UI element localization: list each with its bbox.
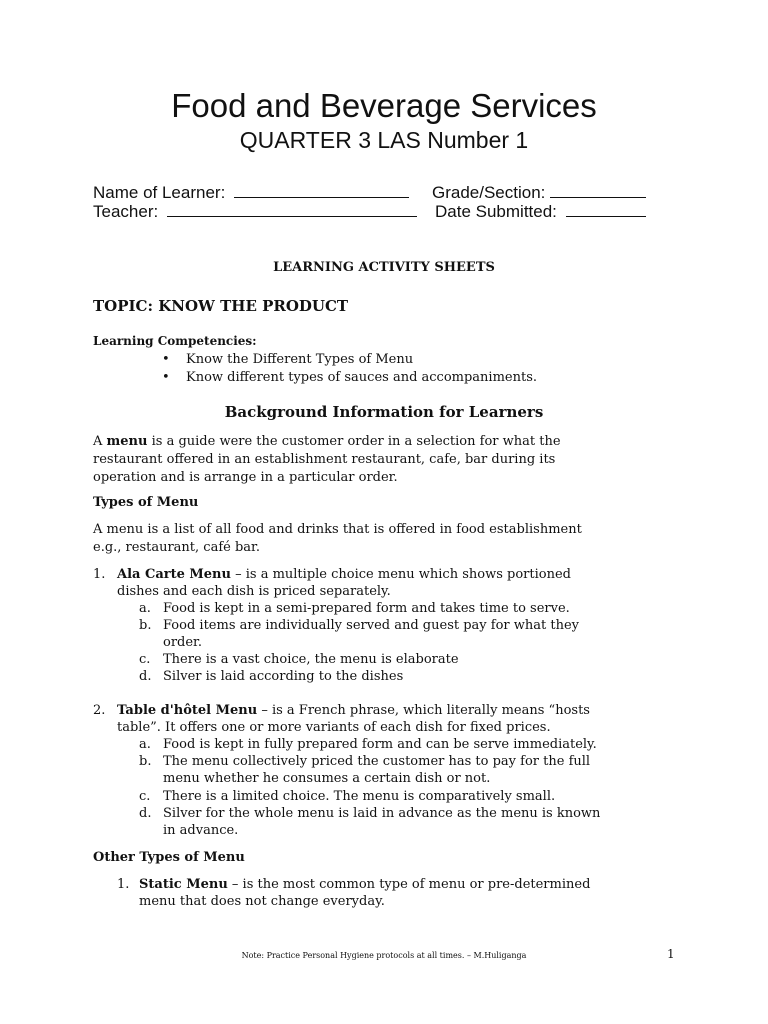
bullet-icon: •	[162, 352, 170, 367]
teacher-field[interactable]	[93, 201, 417, 222]
menu-term: menu	[106, 434, 148, 449]
sub-item-text: Food items are individually served and guest pay for what they	[163, 618, 579, 633]
sub-letter: a.	[139, 601, 151, 616]
sub-item-text: There is a vast choice, the menu is elaborate	[163, 652, 459, 667]
sub-item-text: menu whether he consumes a certain dish or not.	[163, 771, 491, 786]
list-item	[117, 702, 590, 719]
page-number: 1	[667, 947, 675, 961]
sub-item-text: order.	[163, 635, 202, 650]
sub-letter: a.	[139, 737, 151, 752]
other-types-heading: Other Types of Menu	[93, 850, 245, 865]
intro-prefix: A	[93, 434, 107, 449]
teacher-blank[interactable]	[167, 201, 417, 217]
background-heading: Background Information for Learners	[224, 403, 544, 421]
list-item-text: – is a multiple choice menu which shows portioned	[230, 567, 571, 582]
intro-line: operation and is arrange in a particular order.	[93, 470, 398, 485]
topic-heading: TOPIC: KNOW THE PRODUCT	[93, 297, 349, 315]
name-of-learner-blank[interactable]	[234, 182, 409, 198]
static-menu-term: Static Menu	[139, 877, 228, 892]
competency-text: Know different types of sauces and accompaniments.	[186, 370, 538, 385]
date-submitted-label: Date Submitted:	[435, 202, 557, 221]
document-title: Food and Beverage Services	[171, 87, 597, 124]
sub-item-text: in advance.	[163, 823, 239, 838]
bullet-icon: •	[162, 370, 170, 385]
types-intro-line: A menu is a list of all food and drinks that is offered in food establishment	[93, 522, 582, 537]
sub-item-text: Food is kept in fully prepared form and can be serve immediately.	[163, 737, 597, 752]
footer-note: Note: Practice Personal Hygiene protocols at all times. – M.Huliganga	[241, 951, 527, 960]
list-item-text: – is a French phrase, which literally means “hosts	[257, 703, 590, 718]
sub-letter: d.	[139, 669, 152, 684]
grade-section-label: Grade/Section:	[432, 183, 546, 202]
list-item-text: – is the most common type of menu or pre-determined	[227, 877, 591, 892]
list-item-text: table”. It offers one or more variants of each dish for fixed prices.	[117, 720, 551, 735]
list-item-text: menu that does not change everyday.	[139, 894, 385, 909]
sub-letter: c.	[139, 789, 151, 804]
sub-item-text: There is a limited choice. The menu is comparatively small.	[163, 789, 556, 804]
sub-letter: b.	[139, 754, 152, 769]
intro-line: restaurant offered in an establishment restaurant, cafe, bar during its	[93, 452, 556, 467]
list-number: 2.	[93, 703, 106, 718]
list-number: 1.	[93, 567, 106, 582]
list-item	[117, 566, 571, 583]
competency-text: Know the Different Types of Menu	[186, 352, 414, 367]
sub-item-text: Silver for the whole menu is laid in advance as the menu is known	[163, 806, 601, 821]
teacher-label: Teacher:	[93, 202, 159, 221]
table-dhotel-term: Table d'hôtel Menu	[117, 703, 258, 718]
competency-item	[162, 351, 170, 368]
types-intro-line: e.g., restaurant, café bar.	[93, 540, 260, 555]
intro-line	[93, 433, 561, 450]
sub-item-text: The menu collectively priced the customer has to pay for the full	[163, 754, 591, 769]
sheet-title: LEARNING ACTIVITY SHEETS	[273, 260, 495, 275]
types-heading: Types of Menu	[93, 495, 199, 510]
list-item-text: dishes and each dish is priced separately.	[117, 584, 391, 599]
document-subtitle: QUARTER 3 LAS Number 1	[239, 127, 529, 153]
sub-letter: b.	[139, 618, 152, 633]
sub-letter: c.	[139, 652, 151, 667]
date-submitted-field[interactable]	[435, 201, 646, 222]
sub-item-text: Food is kept in a semi-prepared form and takes time to serve.	[163, 601, 570, 616]
list-number: 1.	[117, 877, 130, 892]
ala-carte-term: Ala Carte Menu	[117, 567, 231, 582]
competency-item	[162, 369, 170, 386]
intro-text: is a guide were the customer order in a selection for what the	[147, 434, 561, 449]
grade-section-field[interactable]	[432, 182, 646, 203]
date-submitted-blank[interactable]	[566, 201, 646, 217]
sub-item-text: Silver is laid according to the dishes	[163, 669, 404, 684]
name-of-learner-field[interactable]	[93, 182, 409, 203]
name-of-learner-label: Name of Learner:	[93, 183, 226, 202]
grade-section-blank[interactable]	[550, 182, 646, 198]
competencies-heading: Learning Competencies:	[93, 334, 257, 348]
sub-letter: d.	[139, 806, 152, 821]
list-item	[139, 876, 590, 893]
